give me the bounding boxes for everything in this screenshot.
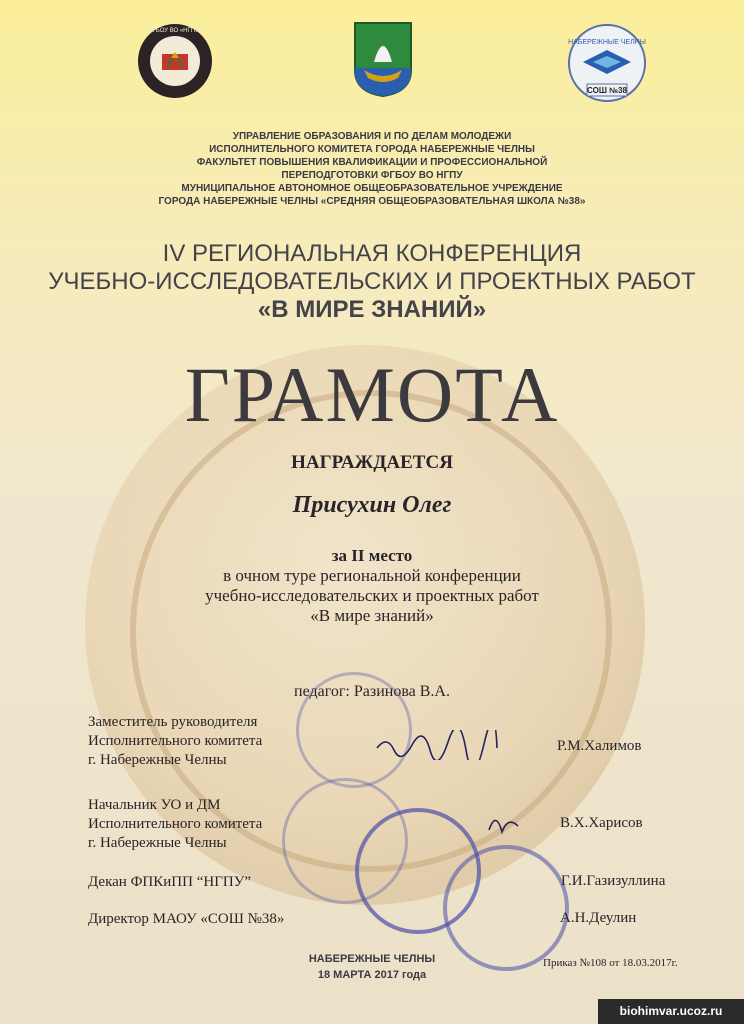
city-coat-of-arms (352, 20, 414, 98)
footer-date: 18 МАРТА 2017 года (317, 969, 427, 981)
award-label: НАГРАЖДАЕТСЯ (291, 452, 453, 473)
teacher-line: педагог: Разинова В.А. (294, 683, 450, 700)
footer-city: НАБЕРЕЖНЫЕ ЧЕЛНЫ (308, 953, 436, 965)
conference-name: «В МИРЕ ЗНАНИЙ» (257, 296, 487, 323)
award-reason (0, 546, 744, 626)
recipient-name: Присухин Олег (292, 492, 452, 518)
signature-name-4: А.Н.Деулин (560, 910, 637, 926)
conference-line-2: УЧЕБНО-ИССЛЕДОВАТЕЛЬСКИХ И ПРОЕКТНЫХ РАБОТ (48, 268, 696, 295)
signature-role-2: Начальник УО и ДМ Исполнительного комитета г. Набережные Челны (88, 797, 263, 851)
signature-name-3: Г.И.Газизуллина (561, 873, 666, 889)
signature-role-3: Декан ФПКиПП “НГПУ” (88, 874, 251, 890)
signature-kharisov (484, 808, 524, 838)
conference-title (0, 240, 744, 324)
signature-khalimov (372, 730, 502, 760)
school-38-logo (563, 22, 651, 104)
organizers-block (0, 130, 744, 208)
watermark: biohimvar.ucoz.ru (598, 999, 744, 1024)
reason-line: «В мире знаний» (310, 606, 434, 625)
org-line: УПРАВЛЕНИЕ ОБРАЗОВАНИЯ И ПО ДЕЛАМ МОЛОДЕЖИ (232, 131, 512, 142)
ngpu-logo-text: ФГБОУ ВО «НГПУ» (148, 28, 202, 34)
signature-role-1: Заместитель руководителя Исполнительного комитета г. Набережные Челны (88, 714, 263, 768)
school-logo-bottom-text: СОШ №38 (587, 86, 627, 95)
ngpu-logo (135, 22, 215, 100)
signature-name-1: Р.М.Халимов (557, 738, 642, 754)
signature-name-2: В.Х.Харисов (560, 815, 643, 831)
order-number: Приказ №108 от 18.03.2017г. (543, 957, 678, 969)
reason-line: в очном туре региональной конференции (223, 566, 521, 585)
school-logo-top-text: НАБЕРЕЖНЫЕ ЧЕЛНЫ (568, 39, 646, 46)
org-line: ФАКУЛЬТЕТ ПОВЫШЕНИЯ КВАЛИФИКАЦИИ И ПРОФЕССИОНАЛЬНОЙ (196, 157, 548, 168)
org-line: ИСПОЛНИТЕЛЬНОГО КОМИТЕТА ГОРОДА НАБЕРЕЖНЫЕ ЧЕЛНЫ (209, 144, 535, 155)
award-place: за II место (331, 546, 413, 565)
conference-line-1: IV РЕГИОНАЛЬНАЯ КОНФЕРЕНЦИЯ (162, 240, 582, 267)
signature-role-4: Директор МАОУ «СОШ №38» (88, 911, 285, 927)
certificate-title: ГРАМОТА (184, 351, 560, 438)
org-line: МУНИЦИПАЛЬНОЕ АВТОНОМНОЕ ОБЩЕОБРАЗОВАТЕЛЬНОЕ УЧРЕЖДЕНИЕ (181, 183, 563, 194)
org-line: ПЕРЕПОДГОТОВКИ ФГБОУ ВО НГПУ (281, 170, 463, 181)
reason-line: учебно-исследовательских и проектных работ (205, 586, 539, 605)
org-line: ГОРОДА НАБЕРЕЖНЫЕ ЧЕЛНЫ «СРЕДНЯЯ ОБЩЕОБРАЗОВАТЕЛЬНАЯ ШКОЛА №38» (158, 196, 586, 207)
